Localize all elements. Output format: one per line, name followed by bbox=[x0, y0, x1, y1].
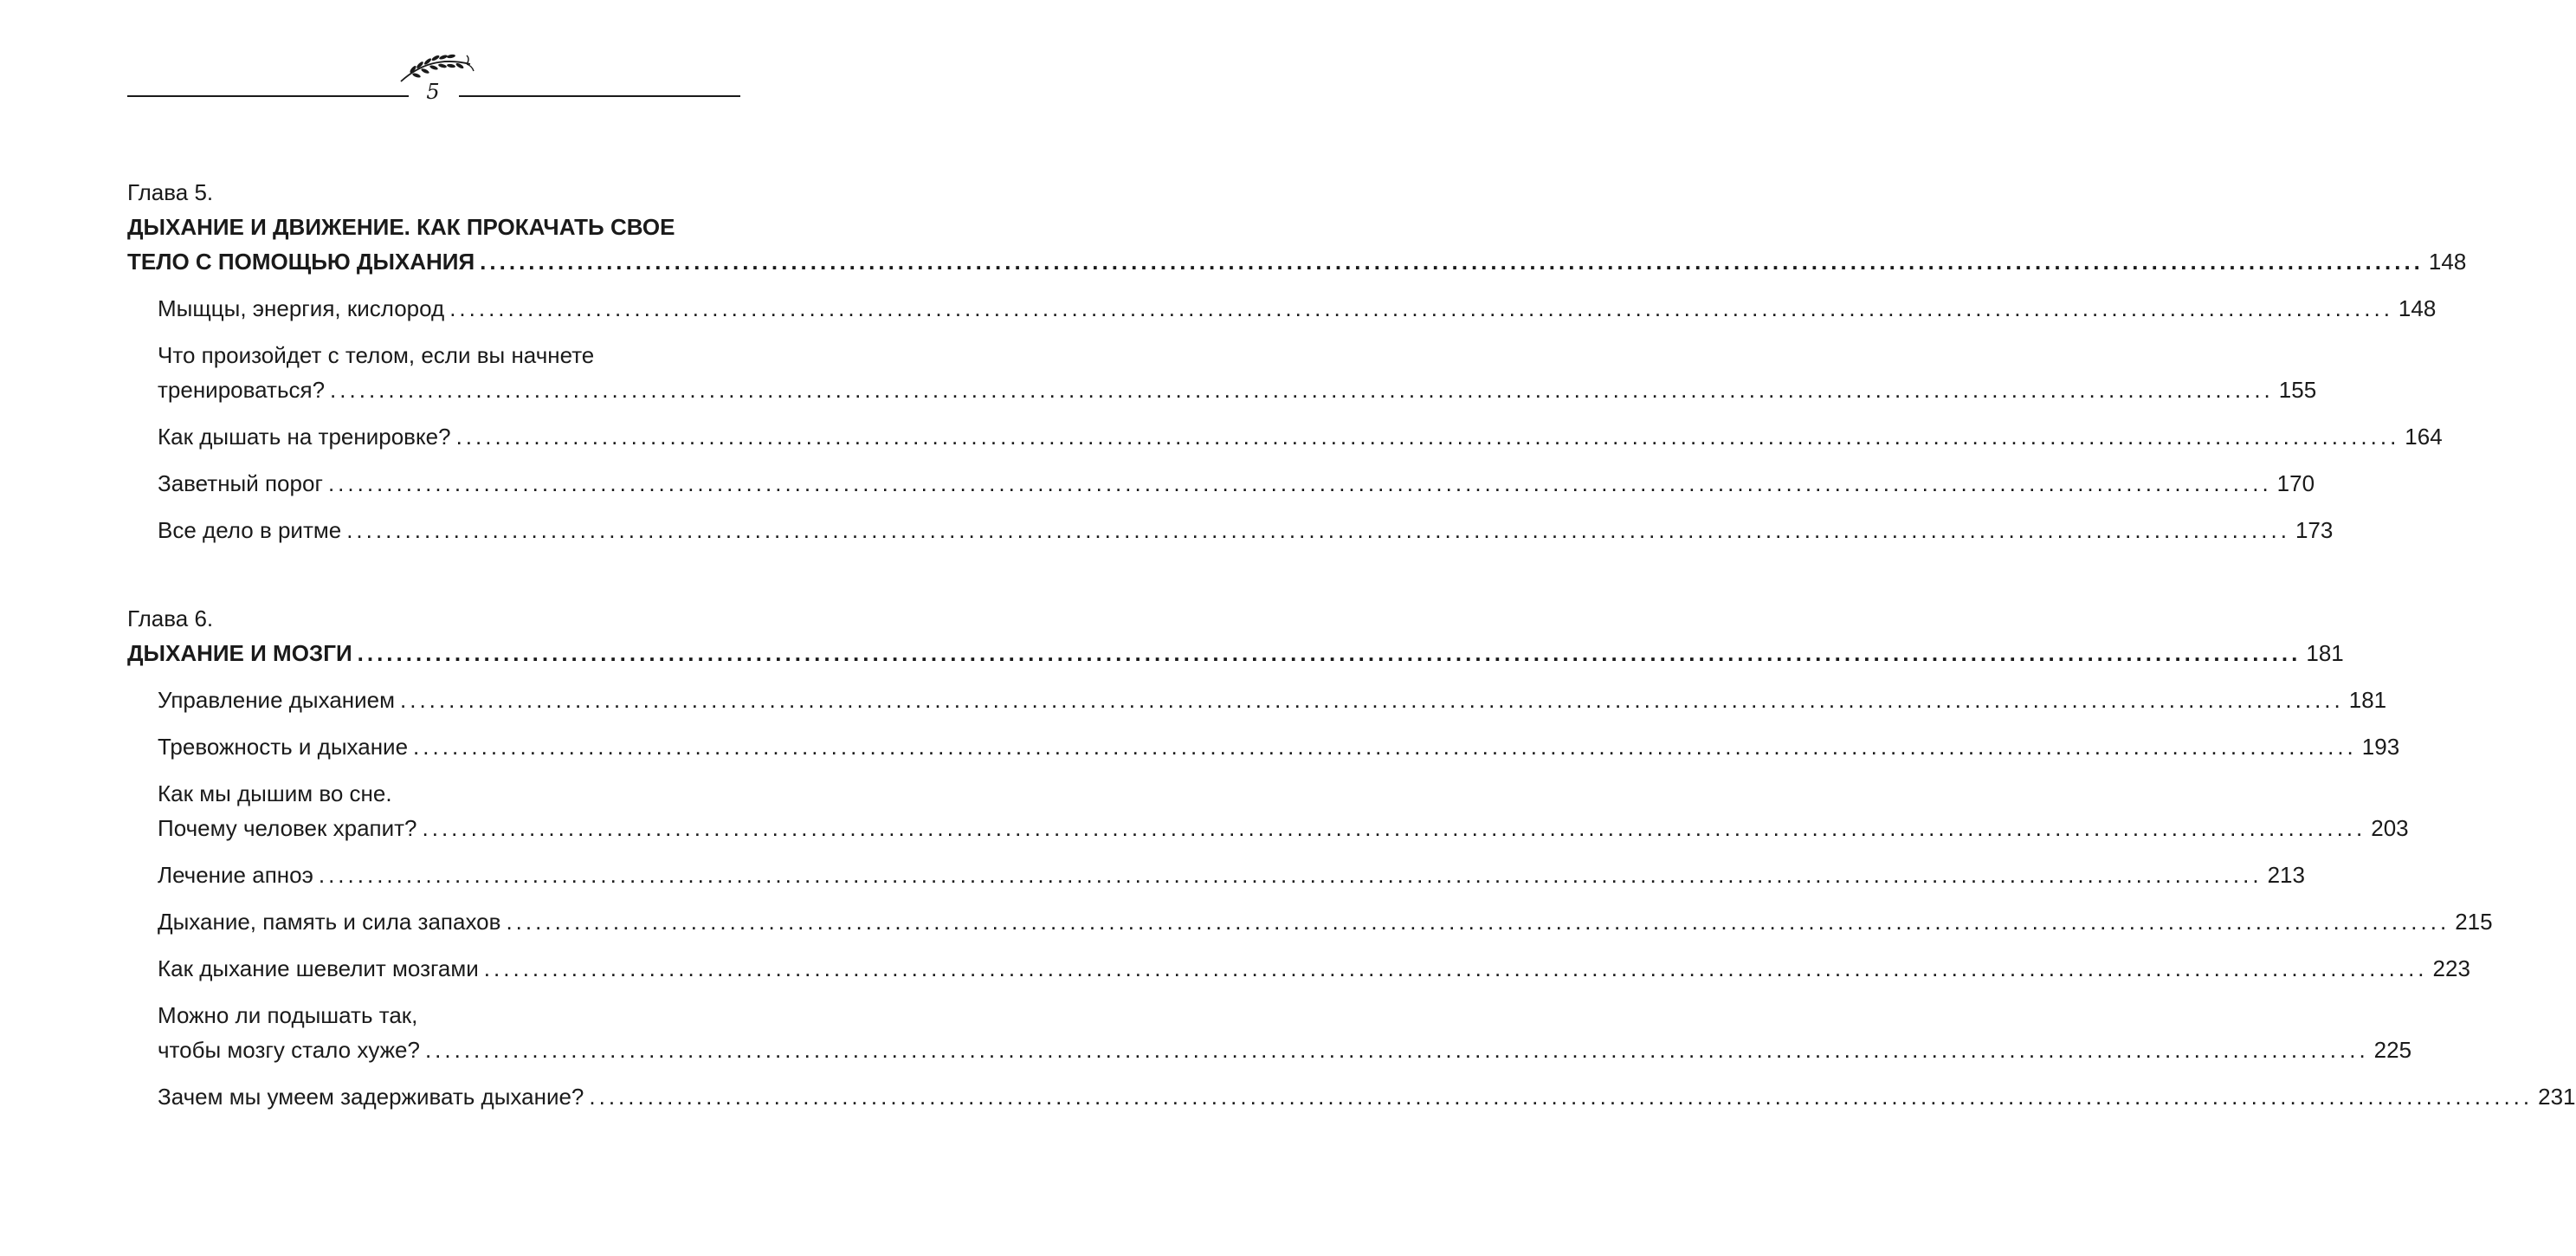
toc-entry-page-number: 203 bbox=[2371, 815, 2409, 841]
toc-entry-line[interactable] bbox=[158, 811, 2409, 845]
toc-entry-title: Дыхание, память и сила запахов bbox=[158, 909, 501, 935]
dot-leader: ........................................................................................................................................................................................................ bbox=[480, 249, 2424, 275]
chapter-heading-line[interactable] bbox=[127, 636, 2344, 670]
dot-leader: ........................................................................................................................................................................................................ bbox=[413, 734, 2357, 760]
toc-entry-title: Как дышать на тренировке? bbox=[158, 424, 451, 450]
toc-entry[interactable] bbox=[127, 729, 2400, 764]
dot-leader: ........................................................................................................................................................................................................ bbox=[327, 470, 2272, 496]
toc-entry-line[interactable] bbox=[158, 466, 2315, 501]
dot-leader: ........................................................................................................................................................................................................ bbox=[346, 517, 2290, 543]
dot-leader: ........................................................................................................................................................................................................ bbox=[330, 377, 2274, 403]
dot-leader: ........................................................................................................................................................................................................ bbox=[455, 424, 2400, 450]
dot-leader: ........................................................................................................................................................................................................ bbox=[483, 955, 2428, 981]
toc-entry-page-number: 225 bbox=[2373, 1037, 2412, 1063]
chapter-6 bbox=[127, 601, 2576, 1114]
toc-entry-page-number: 181 bbox=[2348, 687, 2387, 713]
chapter-title bbox=[127, 210, 2467, 279]
dot-leader: ........................................................................................................................................................................................................ bbox=[400, 687, 2344, 713]
toc-entry-line[interactable] bbox=[158, 372, 2317, 407]
toc-entry-page-number: 155 bbox=[2278, 377, 2317, 403]
table-of-contents bbox=[127, 175, 2576, 1168]
toc-entry[interactable] bbox=[127, 776, 2409, 845]
toc-entry[interactable] bbox=[127, 291, 2437, 326]
dot-leader: ........................................................................................................................................................................................................ bbox=[422, 815, 2366, 841]
toc-entry[interactable] bbox=[127, 1079, 2576, 1114]
dot-leader: ........................................................................................................................................................................................................ bbox=[424, 1037, 2369, 1063]
toc-entry-page-number: 170 bbox=[2276, 470, 2315, 496]
toc-entry-page-number: 213 bbox=[2267, 862, 2305, 888]
toc-entry-page-number: 173 bbox=[2295, 517, 2334, 543]
toc-entry-line[interactable] bbox=[158, 419, 2443, 454]
toc-entry-title: Все дело в ритме bbox=[158, 517, 342, 543]
toc-entry[interactable] bbox=[127, 683, 2387, 717]
toc-entry-page-number: 148 bbox=[2398, 295, 2437, 321]
chapter-title-line1: ДЫХАНИЕ И ДВИЖЕНИЕ. КАК ПРОКАЧАТЬ СВОЕ bbox=[127, 214, 675, 240]
toc-entry-line[interactable] bbox=[158, 1033, 2412, 1067]
toc-entry-line1: Как мы дышим во сне. bbox=[158, 780, 392, 806]
chapter-heading-page-number: 148 bbox=[2428, 249, 2467, 275]
dot-leader: ........................................................................................................................................................................................................ bbox=[589, 1084, 2534, 1110]
toc-entry[interactable] bbox=[127, 998, 2412, 1067]
toc-entry-page-number: 231 bbox=[2538, 1084, 2576, 1110]
dot-leader: ........................................................................................................................................................................................................ bbox=[449, 295, 2393, 321]
chapter-heading-line[interactable] bbox=[127, 244, 2467, 279]
toc-entry-line[interactable] bbox=[158, 729, 2400, 764]
toc-entry-title: Почему человек храпит? bbox=[158, 815, 417, 841]
toc-entry-line[interactable] bbox=[158, 1079, 2576, 1114]
toc-entry[interactable] bbox=[127, 858, 2305, 892]
toc-entry-title: Заветный порог bbox=[158, 470, 323, 496]
chapter-heading-page-number: 181 bbox=[2306, 640, 2344, 666]
chapter-label: Глава 5. bbox=[127, 179, 214, 205]
toc-entry-line[interactable] bbox=[158, 683, 2387, 717]
toc-entry-line[interactable] bbox=[158, 291, 2437, 326]
toc-entry-title: Зачем мы умеем задерживать дыхание? bbox=[158, 1084, 584, 1110]
chapter-title bbox=[127, 636, 2344, 670]
header-rule-right bbox=[459, 95, 740, 97]
toc-entry-title: Тревожность и дыхание bbox=[158, 734, 409, 760]
toc-entry-title: тренироваться? bbox=[158, 377, 326, 403]
dot-leader: ........................................................................................................................................................................................................ bbox=[318, 862, 2263, 888]
chapter-label: Глава 6. bbox=[127, 605, 214, 631]
toc-entry-title: Как дыхание шевелит мозгами bbox=[158, 955, 479, 981]
dot-leader: ........................................................................................................................................................................................................ bbox=[506, 909, 2450, 935]
toc-entry[interactable] bbox=[127, 904, 2493, 939]
chapter-heading-title: ТЕЛО С ПОМОЩЬЮ ДЫХАНИЯ bbox=[127, 249, 475, 275]
toc-entry-page-number: 164 bbox=[2405, 424, 2443, 450]
header-rule-left bbox=[127, 95, 409, 97]
toc-entry-title: Мыщцы, энергия, кислород bbox=[158, 295, 445, 321]
chapter-heading-title: ДЫХАНИЕ И МОЗГИ bbox=[127, 640, 352, 666]
toc-entry-page-number: 223 bbox=[2432, 955, 2470, 981]
toc-entry[interactable] bbox=[127, 338, 2317, 407]
toc-entry[interactable] bbox=[127, 466, 2315, 501]
toc-entry-title: Управление дыханием bbox=[158, 687, 396, 713]
page-number: 5 bbox=[426, 80, 440, 104]
toc-entry-page-number: 215 bbox=[2455, 909, 2493, 935]
toc-entry-line[interactable] bbox=[158, 858, 2305, 892]
toc-entry-line[interactable] bbox=[158, 951, 2470, 986]
toc-entry[interactable] bbox=[127, 419, 2443, 454]
toc-entry[interactable] bbox=[127, 513, 2334, 547]
toc-entry-title: Лечение апноэ bbox=[158, 862, 313, 888]
toc-entry-title: чтобы мозгу стало хуже? bbox=[158, 1037, 420, 1063]
toc-entry-line[interactable] bbox=[158, 513, 2334, 547]
dot-leader: ........................................................................................................................................................................................................ bbox=[357, 640, 2302, 666]
page-header bbox=[0, 0, 866, 121]
toc-entry-page-number: 193 bbox=[2361, 734, 2400, 760]
toc-entry-line1: Что произойдет с телом, если вы начнете bbox=[158, 342, 595, 368]
toc-entry-line[interactable] bbox=[158, 904, 2493, 939]
toc-entry-line1: Можно ли подышать так, bbox=[158, 1002, 418, 1028]
toc-entry[interactable] bbox=[127, 951, 2470, 986]
chapter-5 bbox=[127, 175, 2467, 547]
